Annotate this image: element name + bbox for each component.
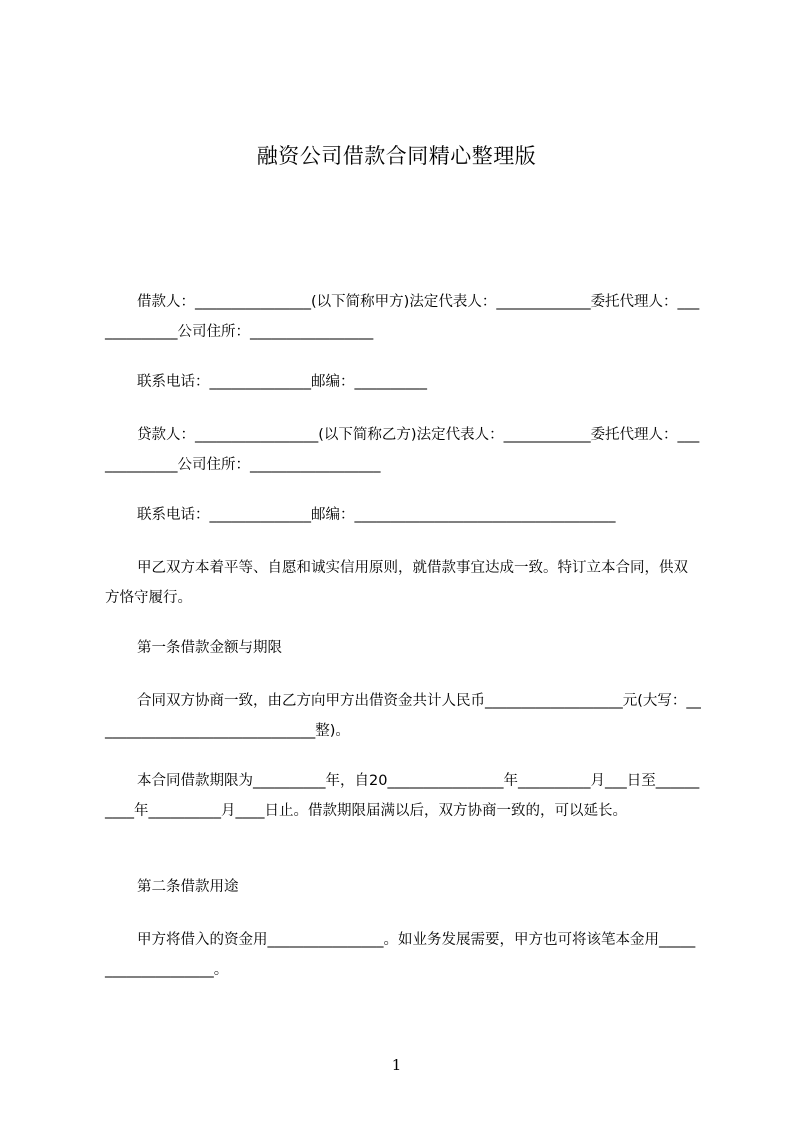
section-heading-loan-purpose: 第二条借款用途 bbox=[137, 879, 239, 895]
loan-purpose-paragraph: 甲方将借入的资金用________________。如业务发展需要，甲方也可将该笔本金用____________________。 bbox=[105, 932, 696, 978]
borrower-info-paragraph: 借款人：________________(以下简称甲方)法定代表人：_____________委托代理人：_____________公司住所：_________________ bbox=[105, 294, 700, 340]
lender-info-paragraph: 贷款人：_________________(以下简称乙方)法定代表人：____________委托代理人：_____________公司住所：__________________ bbox=[105, 427, 700, 473]
loan-amount-paragraph: 合同双方协商一致，由乙方向甲方出借资金共计人民币___________________元(大写：_______________________________整)。 bbox=[105, 693, 701, 739]
page-title: 融资公司借款合同精心整理版 bbox=[256, 144, 537, 168]
loan-term-paragraph: 本合同借款期限为__________年，自20________________年__________月___日至__________年__________月____日止。借款期限届满以后，双方协商一致的，可以延长。 bbox=[105, 773, 700, 819]
borrower-contact-paragraph: 联系电话：______________邮编：__________ bbox=[137, 374, 427, 390]
preamble-paragraph: 甲乙双方本着平等、自愿和诚实信用原则，就借款事宜达成一致。特订立本合同，供双方恪守履行。 bbox=[105, 560, 688, 606]
section-heading-amount-and-term: 第一条借款金额与期限 bbox=[137, 640, 282, 656]
lender-contact-paragraph: 联系电话：______________邮编：____________________________________ bbox=[137, 507, 616, 523]
page-number: 1 bbox=[391, 1056, 402, 1074]
